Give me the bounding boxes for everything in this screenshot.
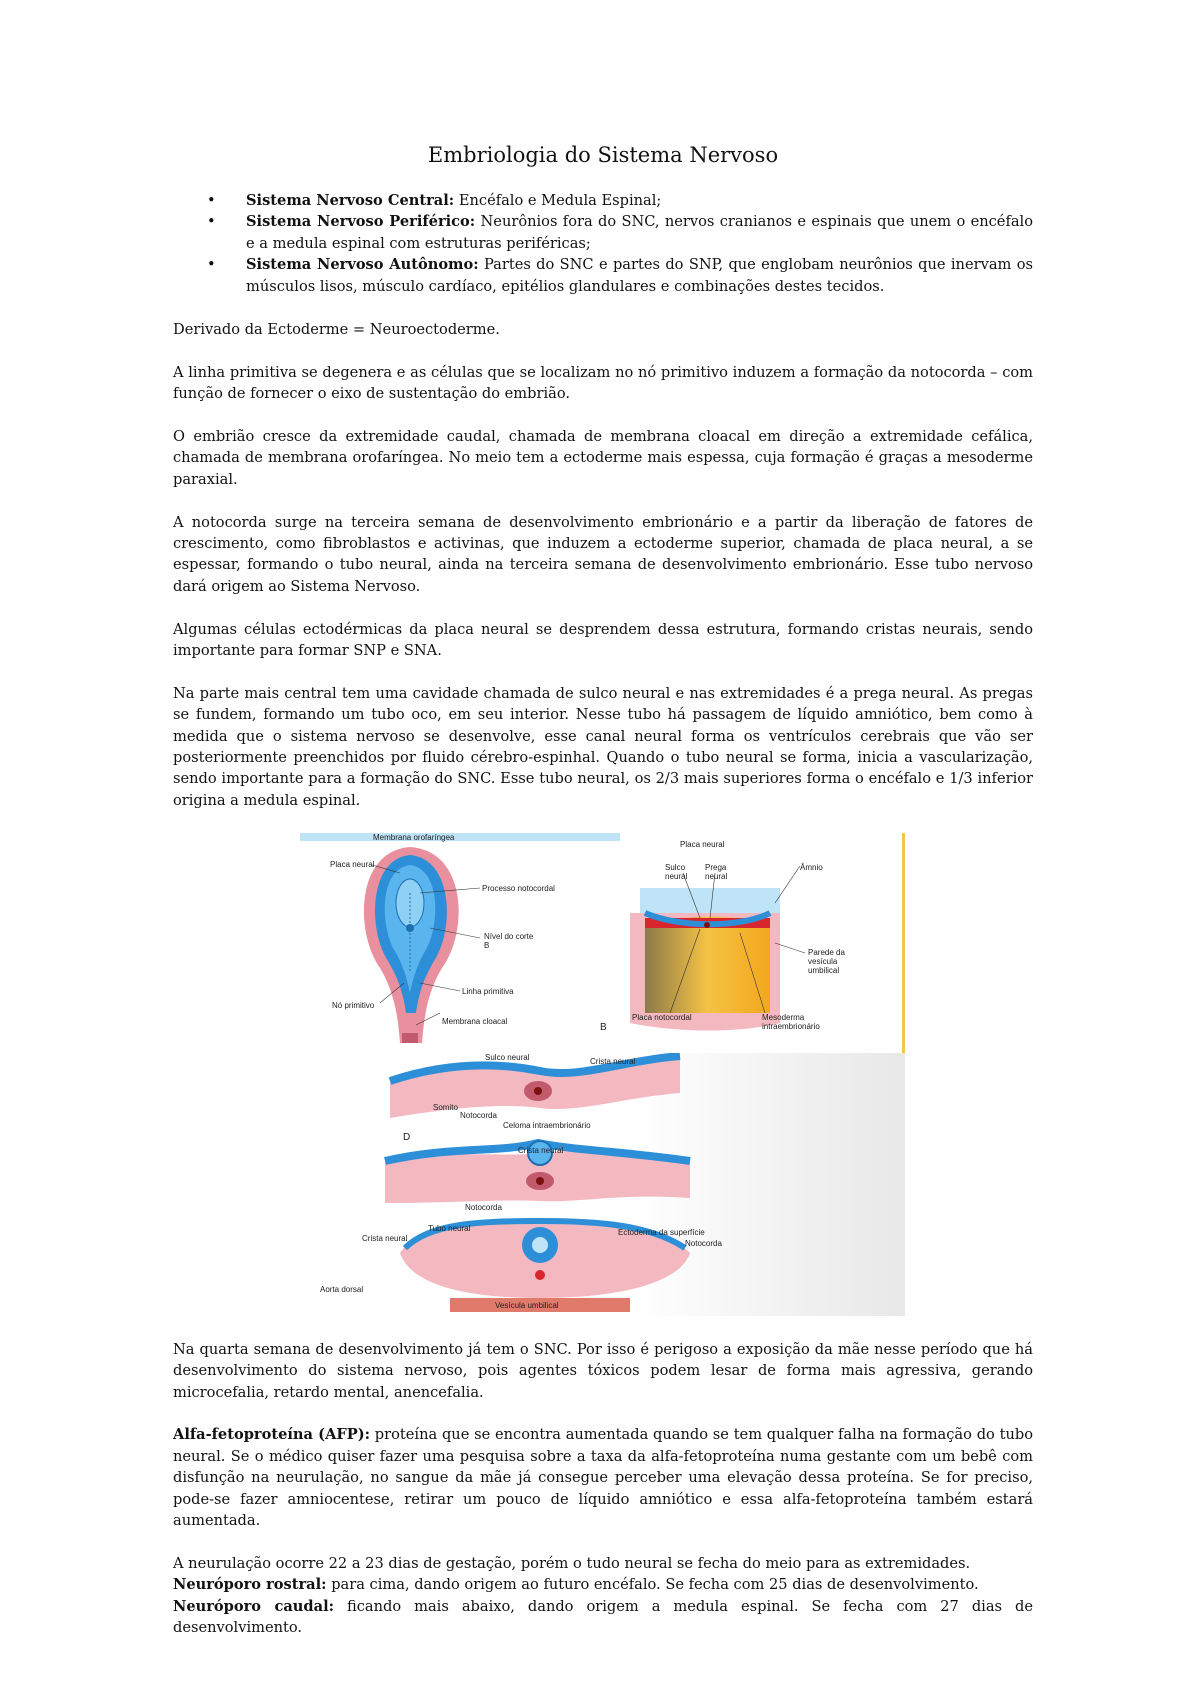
list-item-term: Sistema Nervoso Central: — [246, 192, 455, 209]
list-item — [173, 254, 1033, 297]
paragraph-growth: O embrião cresce da extremidade caudal, chamada de membrana cloacal em direção a extremidade cefálica, chamada de membrana orofaríngea. No meio tem a ectoderme mais espessa, cuja formação é graças a mesoderme paraxial. — [173, 428, 1033, 488]
label-no-primitivo: Nó primitivo — [332, 1000, 375, 1010]
paragraph-neural-crest: Algumas células ectodérmicas da placa neural se desprendem dessa estrutura, formando cristas neurais, sendo importante para formar SNP e SNA. — [173, 620, 1033, 660]
label-crista-neural-e: Crista neural — [362, 1233, 408, 1243]
label-placa-neural: Placa neural — [330, 859, 375, 869]
paragraph-neuroporo-rostral — [173, 1574, 1033, 1595]
label-celoma: Celoma intraembrionário — [503, 1120, 591, 1130]
label-vesicula-umbilical: Vesícula umbilical — [495, 1300, 559, 1310]
label-aorta-dorsal: Aorta dorsal — [320, 1284, 364, 1294]
bullet-icon: • — [207, 213, 216, 231]
label-membrana-orofaringea: Membrana orofaríngea — [373, 832, 455, 842]
list-item-text: Encéfalo e Medula Espinal; — [454, 192, 662, 209]
nervous-system-list — [173, 190, 1033, 297]
label-sulco-neural-c: Sulco neural — [485, 1052, 530, 1062]
list-item-text: Partes do SNC e partes do SNP, que englobam neurônios que inervam os músculos lisos, músculo cardíaco, epitélios glandulares e combinações destes tecidos. — [246, 256, 1033, 295]
label-ectoderma: Ectoderma da superfície — [618, 1227, 705, 1237]
neuroporo-rostral-text: para cima, dando origem ao futuro encéfalo. Se fecha com 25 dias de desenvolvimento. — [326, 1576, 979, 1594]
list-item-term: Sistema Nervoso Autônomo: — [246, 256, 479, 274]
label-membrana-cloacal: Membrana cloacal — [442, 1016, 508, 1026]
label-tubo-neural: Tubo neural — [428, 1223, 471, 1233]
label-mesoderma: Mesoderma intraembrionário — [762, 1012, 820, 1031]
afp-term: Alfa-fetoproteína (AFP): — [173, 1426, 371, 1444]
paragraph-neurulation: A neurulação ocorre 22 a 23 dias de gestação, porém o tudo neural se fecha do meio para as extremidades. — [173, 1554, 971, 1572]
paragraph-afp — [173, 1424, 1033, 1531]
list-item — [173, 190, 1033, 211]
list-item-text: Neurônios fora do SNC, nervos cranianos e espinais que unem o encéfalo e a medula espinal com estruturas periféricas; — [246, 213, 1034, 252]
label-sulco-neural: Sulco neural — [665, 862, 688, 881]
embryology-figure — [300, 833, 905, 1316]
bullet-icon: • — [207, 256, 216, 274]
neuroporo-rostral-term: Neuróporo rostral: — [173, 1576, 327, 1594]
neuroporo-caudal-text: ficando mais abaixo, dando origem a medula espinal. Se fecha com 27 dias de desenvolvimento. — [173, 1597, 1033, 1636]
figure-bottom-panel — [300, 1053, 905, 1316]
paragraph-ectoderm: Derivado da Ectoderme = Neuroectoderme. — [173, 321, 500, 339]
paragraph-neural-groove: Na parte mais central tem uma cavidade chamada de sulco neural e nas extremidades é a prega neural. As pregas se fundem, formando um tubo oco, em seu interior. Nesse tubo há passagem de líquido amniótico, bem como à medida que o sistema nervoso se desenvolve, esse canal neural forma os ventrículos cerebrais que vão ser posteriormente preenchidos por fluido cérebro-espinhal. Quando o tubo neural se forma, inicia a vascularização, sendo importante para a formação do SNC. Esse tubo neural, os 2/3 mais superiores forma o encéfalo e 1/3 inferior origina a medula espinal. — [173, 684, 1033, 809]
paragraph-fourth-week: Na quarta semana de desenvolvimento já tem o SNC. Por isso é perigoso a exposição da mãe nesse período que há desenvolvimento do sistema nervoso, pois agentes tóxicos podem lesar de forma mais agressiva, gerando microcefalia, retardo mental, anencefalia. — [173, 1340, 1033, 1401]
label-crista-neural-c: Crista neural — [590, 1056, 636, 1066]
label-letter-b: B — [600, 1021, 607, 1033]
label-notocorda-d: Notocorda — [465, 1202, 502, 1212]
label-amnio: Âmnio — [800, 862, 823, 872]
label-parede-vesicula: Parede da vesícula umbilical — [808, 947, 845, 975]
figure-top-panel — [300, 833, 905, 1053]
label-somito: Somito — [433, 1102, 458, 1112]
bullet-icon: • — [207, 192, 216, 209]
list-item-term: Sistema Nervoso Periférico: — [246, 213, 476, 231]
neuroporo-caudal-term: Neuróporo caudal: — [173, 1597, 335, 1615]
neural-tube-illustration — [300, 1053, 905, 1316]
label-placa-neural-b: Placa neural — [680, 839, 725, 849]
label-crista-neural-d: Crista neural — [518, 1145, 564, 1155]
document-body — [173, 140, 1033, 1638]
label-notocorda-c: Notocorda — [460, 1110, 497, 1120]
label-letter-d: D — [403, 1131, 411, 1143]
label-linha-primitiva: Linha primitiva — [462, 986, 514, 996]
label-notocorda-e: Notocorda — [685, 1238, 722, 1248]
label-nivel-corte: Nível do corte B — [484, 931, 534, 950]
label-placa-notocordal: Placa notocordal — [632, 1012, 692, 1022]
label-processo-notocordal: Processo notocordal — [482, 883, 555, 893]
paragraph-neuroporo-caudal — [173, 1596, 1033, 1639]
page-title: Embriologia do Sistema Nervoso — [427, 143, 779, 167]
list-item — [173, 211, 1033, 254]
label-prega-neural: Prega neural — [705, 862, 728, 881]
paragraph-notochord: A notocorda surge na terceira semana de desenvolvimento embrionário e a partir da liberação de fatores de crescimento, como fibroblastos e activinas, que induzem a ectoderme superior, chamada de placa neural, a se espessar, formando o tubo neural, ainda na terceira semana de desenvolvimento embrionário. Esse tubo nervoso dará origem ao Sistema Nervoso. — [173, 513, 1033, 595]
paragraph-primitive-line: A linha primitiva se degenera e as células que se localizam no nó primitivo induzem a formação da notocorda – com função de fornecer o eixo de sustentação do embrião. — [173, 363, 1033, 403]
afp-text: proteína que se encontra aumentada quando se tem qualquer falha na formação do tubo neural. Se o médico quiser fazer uma pesquisa sobre a taxa da alfa-fetoproteína numa gestante com um bebê com disfunção na neurulação, no sangue da mãe já consegue perceber uma elevação dessa proteína. Se for preciso, pode-se fazer amniocentese, retirar um pouco de líquido amniótico e essa alfa-fetoproteína também estará aumentada. — [173, 1426, 1033, 1529]
